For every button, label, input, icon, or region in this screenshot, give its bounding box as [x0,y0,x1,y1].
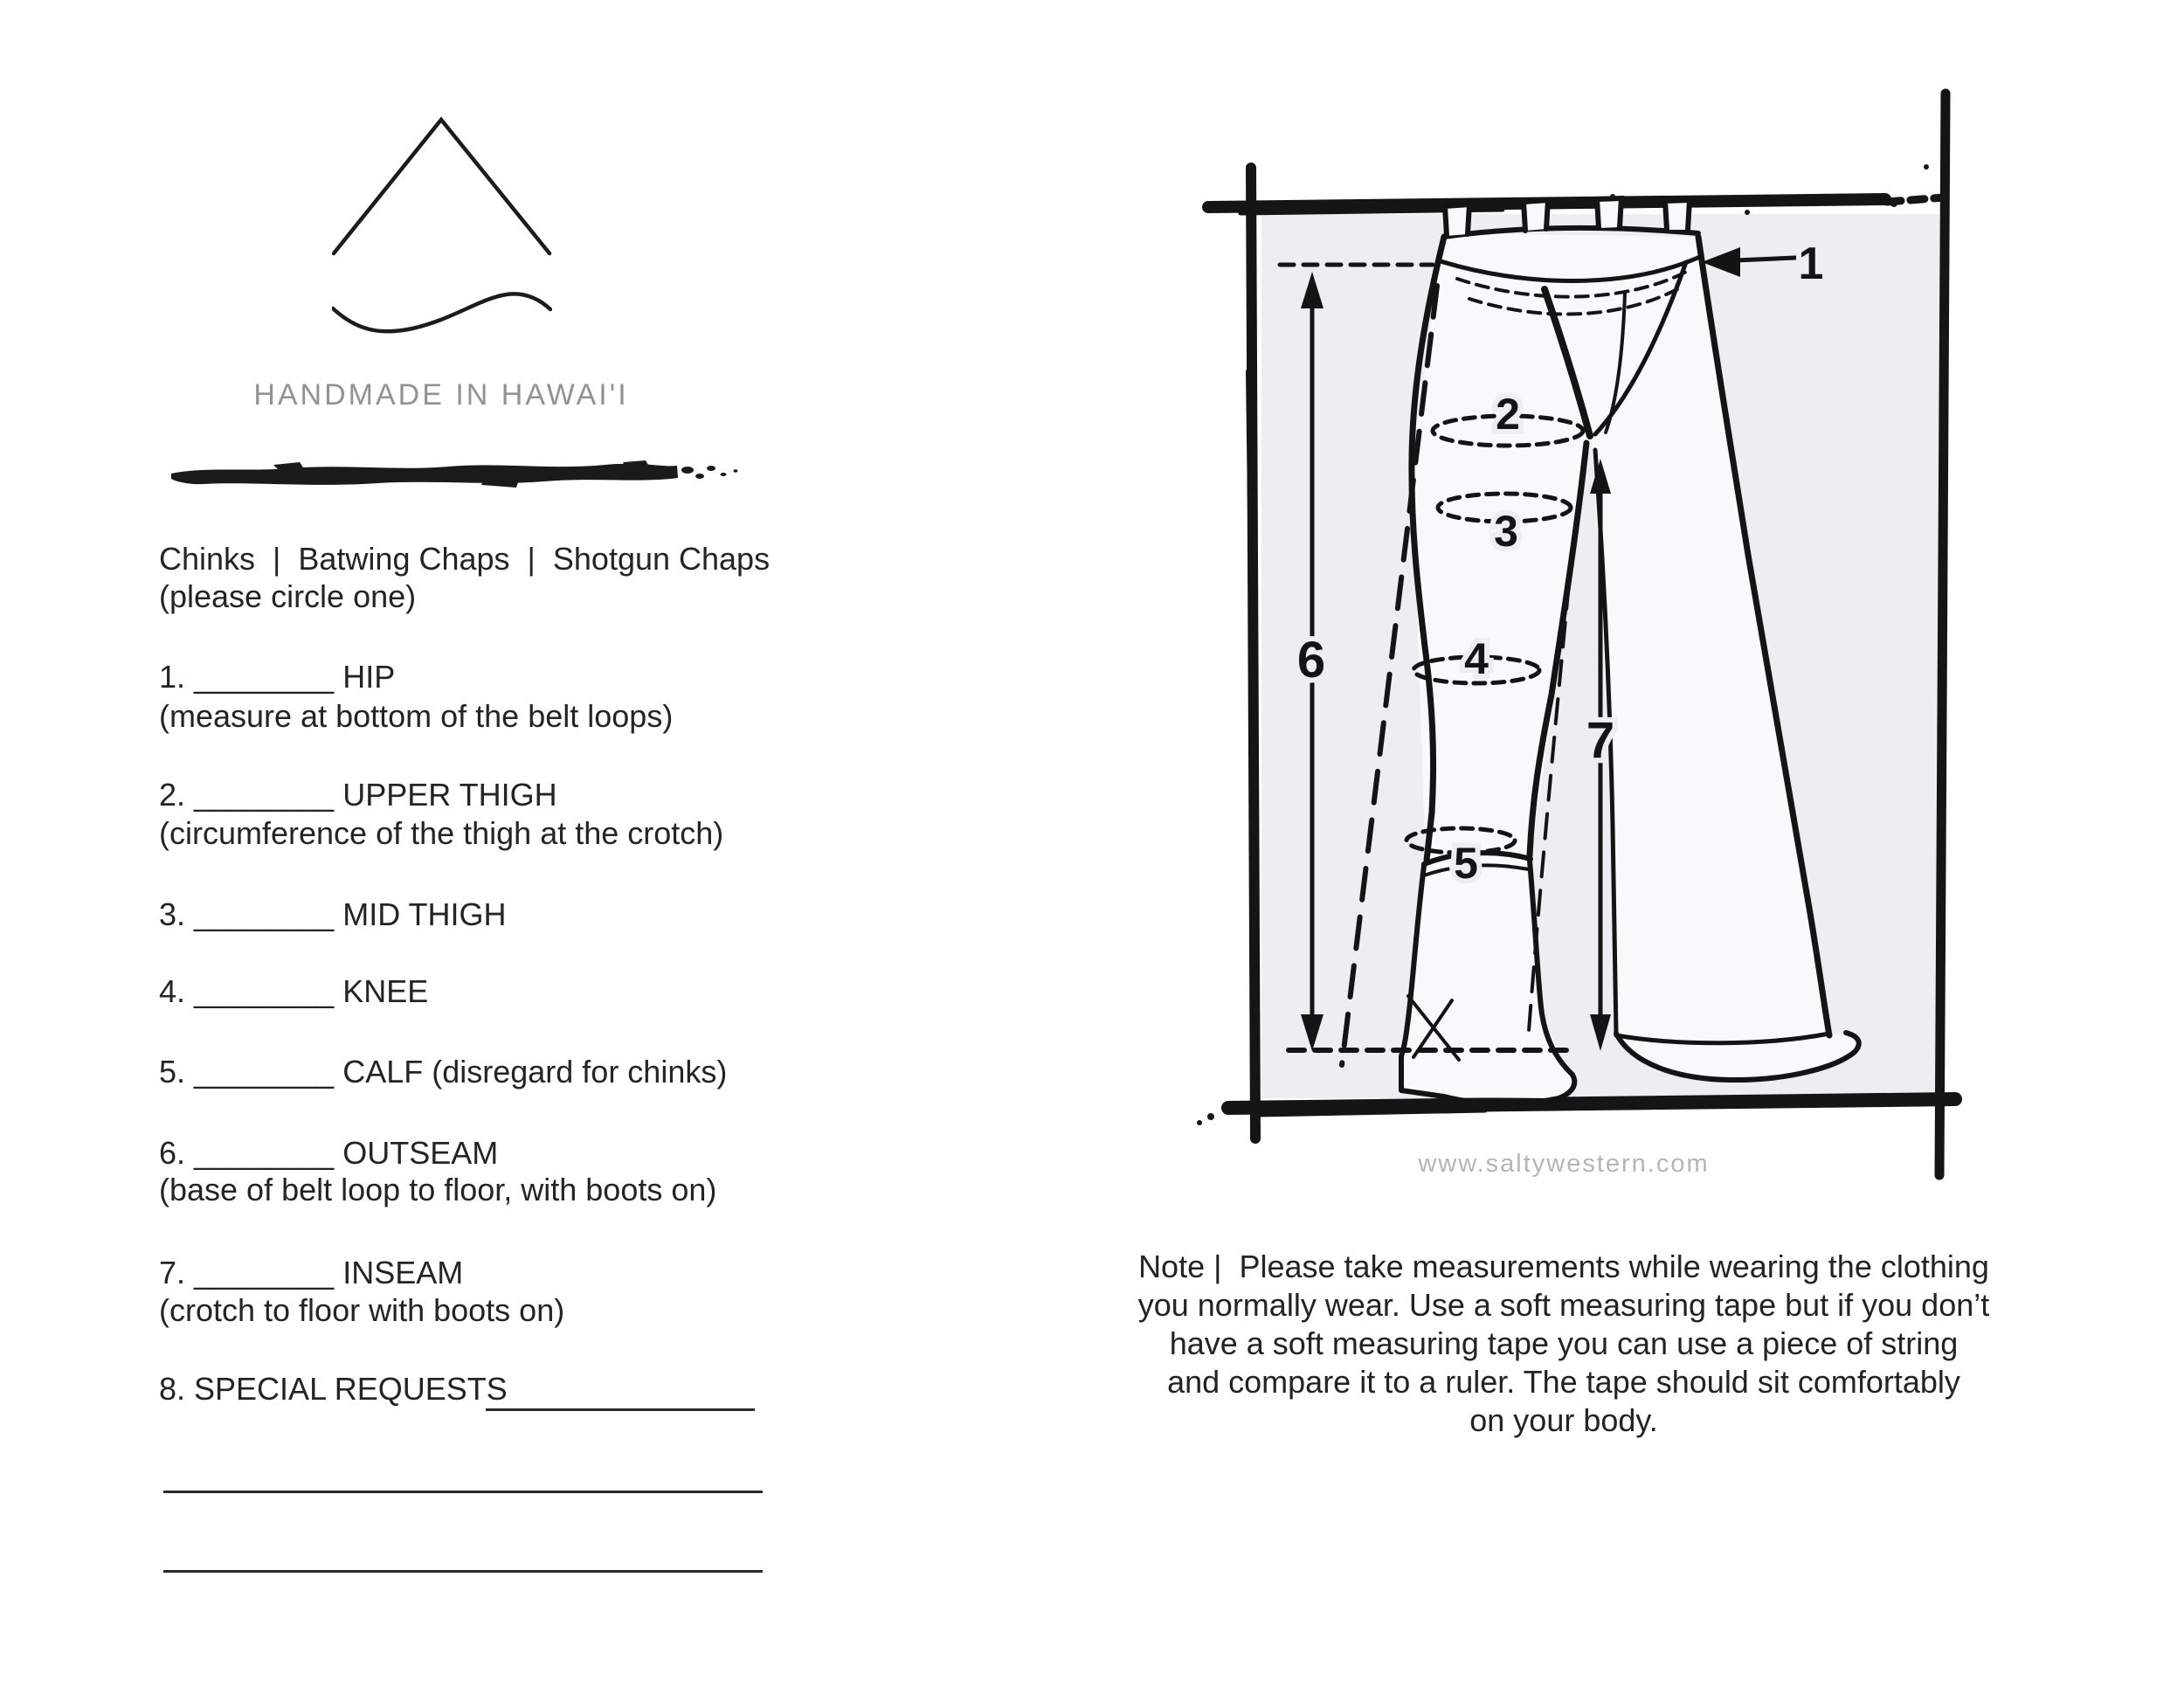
note-line-4: and compare it to a ruler. The tape should sit comfortably [1167,1364,1960,1400]
note-line-2: you normally wear. Use a soft measuring tape but if you don’t [1137,1287,1990,1323]
circle-one-instruction: (please circle one) [159,578,417,614]
website-url: www.saltywestern.com [1418,1150,1710,1178]
brush-stroke-divider [169,453,745,495]
mountain-peak-icon [334,120,549,253]
item-6-outseam: 6. ________ OUTSEAM [159,1135,499,1171]
product-options: Chinks | Batwing Chaps | Shotgun Chaps [159,541,771,577]
note-line-5: on your body. [1469,1402,1658,1438]
wave-icon [333,294,550,331]
note-line-3: have a soft measuring tape you can use a piece of string [1169,1325,1959,1361]
item-1-hip-note: (measure at bottom of the belt loops) [159,698,674,734]
brand-logo-peak-wave-icon [332,103,552,337]
item-3-mid-thigh: 3. ________ MID THIGH [159,896,507,932]
label-knee: 4 [1464,634,1489,683]
special-requests-writein-line-1 [163,1491,763,1493]
item-1-hip: 1. ________ HIP [159,659,396,695]
label-upper-thigh: 2 [1496,390,1520,439]
item-6-outseam-note: (base of belt loop to floor, with boots on) [159,1172,717,1207]
item-2-upper-thigh: 2. ________ UPPER THIGH [159,777,557,813]
label-mid-thigh: 3 [1494,507,1518,556]
item-5-calf: 5. ________ CALF (disregard for chinks) [159,1054,728,1090]
label-hip: 1 [1798,239,1824,289]
special-requests-blank [486,1408,755,1411]
measurement-note [1127,1248,2001,1440]
item-7-inseam-note: (crotch to floor with boots on) [159,1292,565,1328]
measurement-diagram [1188,83,1966,1193]
item-2-upper-thigh-note: (circumference of the thigh at the crotch) [159,815,724,851]
brand-tagline: HANDMADE IN HAWAI'I [253,378,629,412]
label-inseam: 7 [1586,712,1615,769]
label-outseam: 6 [1296,632,1326,688]
special-requests-writein-line-2 [163,1570,763,1573]
note-line-1: Note | Please take measurements while wearing the clothing [1138,1249,1989,1284]
item-7-inseam: 7. ________ INSEAM [159,1255,464,1290]
item-8-special-requests: 8. SPECIAL REQUESTS [159,1371,508,1407]
label-calf: 5 [1454,839,1478,888]
item-4-knee: 4. ________ KNEE [159,973,429,1009]
